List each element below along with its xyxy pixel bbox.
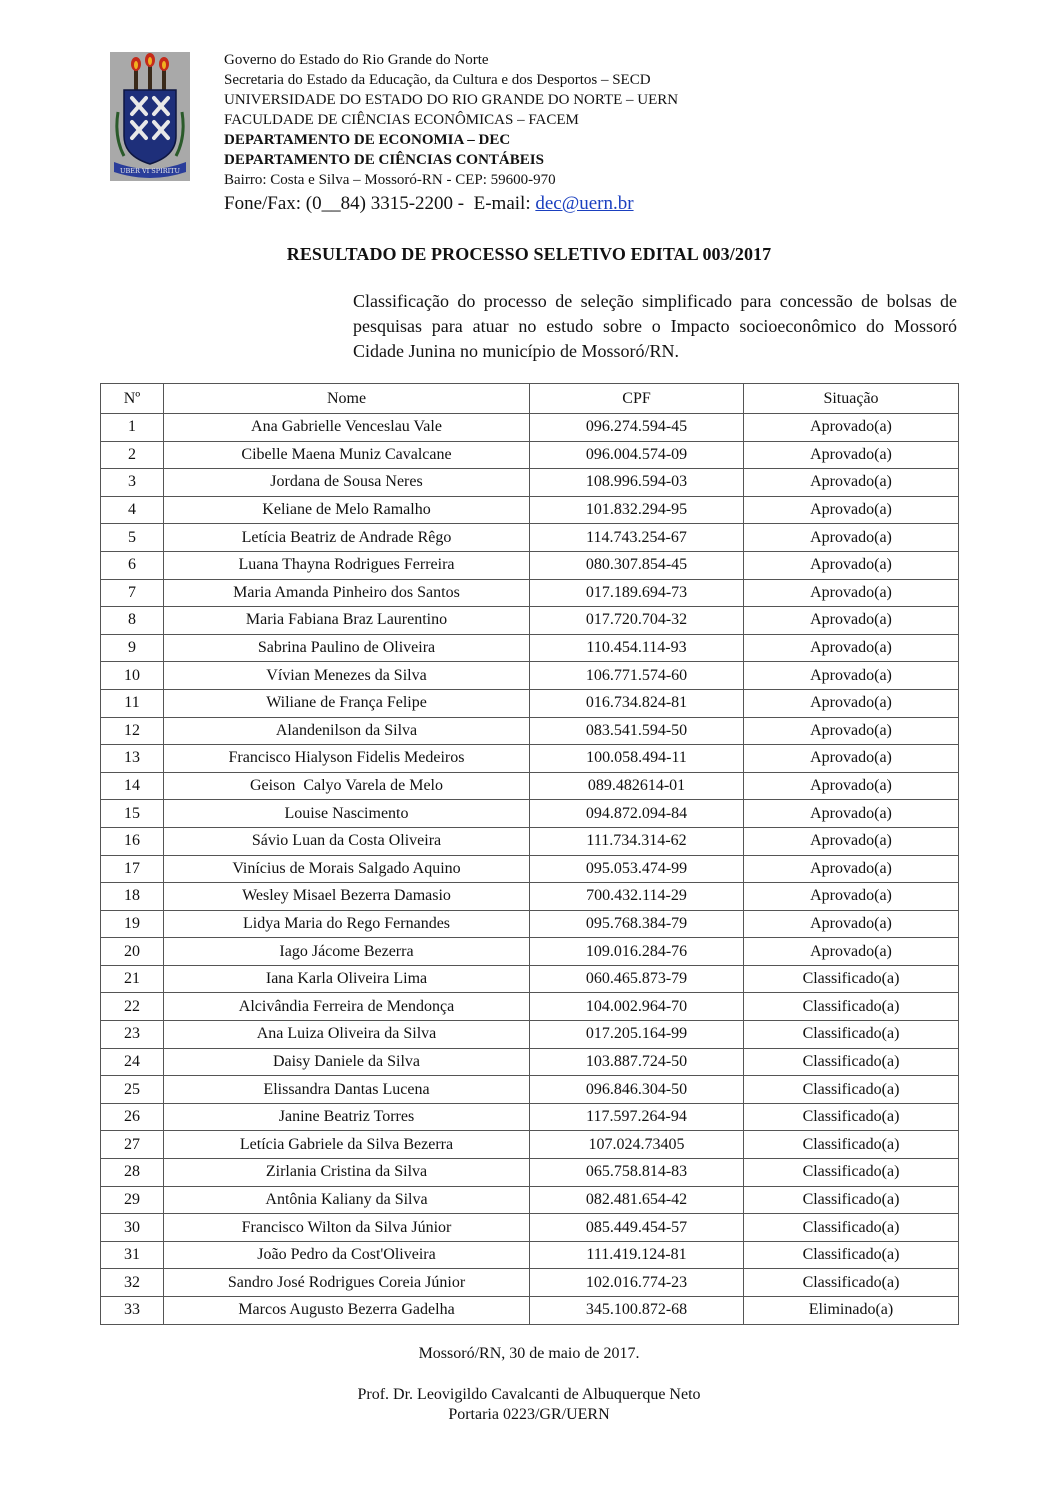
row-status: Aprovado(a) [744, 689, 959, 717]
institution-header [224, 50, 678, 217]
row-number: 5 [101, 524, 164, 552]
row-name: Ana Gabrielle Venceslau Vale [164, 414, 530, 442]
table-body [101, 414, 959, 1325]
row-status: Classificado(a) [744, 1269, 959, 1297]
row-number: 28 [101, 1159, 164, 1187]
header-line-dec: DEPARTAMENTO DE ECONOMIA – DEC [224, 132, 511, 148]
row-status: Aprovado(a) [744, 910, 959, 938]
header-line-gov: Governo do Estado do Rio Grande do Norte [224, 52, 489, 68]
row-cpf: 065.758.814-83 [530, 1159, 744, 1187]
row-status: Aprovado(a) [744, 414, 959, 442]
row-name: Cibelle Maena Muniz Cavalcane [164, 441, 530, 469]
row-cpf: 094.872.094-84 [530, 800, 744, 828]
row-number: 19 [101, 910, 164, 938]
row-cpf: 096.274.594-45 [530, 414, 744, 442]
row-cpf: 100.058.494-11 [530, 745, 744, 773]
row-number: 22 [101, 993, 164, 1021]
row-number: 7 [101, 579, 164, 607]
row-name: Wiliane de França Felipe [164, 689, 530, 717]
table-row [101, 965, 959, 993]
table-row [101, 496, 959, 524]
table-row [101, 1021, 959, 1049]
header-line-contabeis: DEPARTAMENTO DE CIÊNCIAS CONTÁBEIS [224, 152, 544, 168]
header-line-facem: FACULDADE DE CIÊNCIAS ECONÔMICAS – FACEM [224, 112, 579, 128]
results-table [100, 383, 959, 1325]
row-cpf: 104.002.964-70 [530, 993, 744, 1021]
row-number: 31 [101, 1241, 164, 1269]
row-name: Geison Calyo Varela de Melo [164, 772, 530, 800]
table-row [101, 1241, 959, 1269]
row-number: 6 [101, 551, 164, 579]
table-row [101, 827, 959, 855]
row-status: Classificado(a) [744, 965, 959, 993]
row-cpf: 095.768.384-79 [530, 910, 744, 938]
row-name: Luana Thayna Rodrigues Ferreira [164, 551, 530, 579]
row-name: Sávio Luan da Costa Oliveira [164, 827, 530, 855]
table-row [101, 689, 959, 717]
row-cpf: 017.189.694-73 [530, 579, 744, 607]
row-status: Aprovado(a) [744, 938, 959, 966]
row-status: Aprovado(a) [744, 551, 959, 579]
row-name: Jordana de Sousa Neres [164, 469, 530, 497]
row-number: 21 [101, 965, 164, 993]
row-status: Aprovado(a) [744, 662, 959, 690]
row-status: Classificado(a) [744, 1241, 959, 1269]
row-status: Aprovado(a) [744, 607, 959, 635]
row-number: 9 [101, 634, 164, 662]
row-name: Zirlania Cristina da Silva [164, 1159, 530, 1187]
row-name: Wesley Misael Bezerra Damasio [164, 883, 530, 911]
row-number: 25 [101, 1076, 164, 1104]
table-row [101, 469, 959, 497]
row-status: Classificado(a) [744, 993, 959, 1021]
table-row [101, 745, 959, 773]
row-status: Classificado(a) [744, 1103, 959, 1131]
table-row [101, 1159, 959, 1187]
row-status: Eliminado(a) [744, 1297, 959, 1325]
row-cpf: 096.846.304-50 [530, 1076, 744, 1104]
row-status: Classificado(a) [744, 1214, 959, 1242]
row-number: 3 [101, 469, 164, 497]
row-cpf: 060.465.873-79 [530, 965, 744, 993]
table-row [101, 1214, 959, 1242]
signatory-role: Portaria 0223/GR/UERN [448, 1406, 610, 1423]
table-row [101, 1103, 959, 1131]
row-cpf: 106.771.574-60 [530, 662, 744, 690]
row-status: Aprovado(a) [744, 496, 959, 524]
row-status: Aprovado(a) [744, 883, 959, 911]
row-cpf: 085.449.454-57 [530, 1214, 744, 1242]
row-name: Maria Amanda Pinheiro dos Santos [164, 579, 530, 607]
row-name: Letícia Beatriz de Andrade Rêgo [164, 524, 530, 552]
row-name: Ana Luiza Oliveira da Silva [164, 1021, 530, 1049]
table-row [101, 1269, 959, 1297]
row-name: Iana Karla Oliveira Lima [164, 965, 530, 993]
row-name: Letícia Gabriele da Silva Bezerra [164, 1131, 530, 1159]
row-number: 30 [101, 1214, 164, 1242]
header-phone: Fone/Fax: (0__84) 3315-2200 - E-mail: [224, 193, 536, 214]
row-number: 15 [101, 800, 164, 828]
row-number: 23 [101, 1021, 164, 1049]
table-row [101, 551, 959, 579]
row-number: 10 [101, 662, 164, 690]
row-status: Classificado(a) [744, 1076, 959, 1104]
row-number: 17 [101, 855, 164, 883]
row-cpf: 345.100.872-68 [530, 1297, 744, 1325]
row-number: 12 [101, 717, 164, 745]
uern-crest-logo [110, 52, 190, 181]
row-cpf: 089.482614-01 [530, 772, 744, 800]
table-row [101, 800, 959, 828]
row-number: 8 [101, 607, 164, 635]
header-line-secd: Secretaria do Estado da Educação, da Cultura e dos Desportos – SECD [224, 72, 651, 88]
table-row [101, 524, 959, 552]
table-row [101, 772, 959, 800]
header-address: Bairro: Costa e Silva – Mossoró-RN - CEP: 59600-970 [224, 172, 556, 188]
row-number: 1 [101, 414, 164, 442]
email-link[interactable]: dec@uern.br [535, 193, 634, 214]
col-header-number: Nº [101, 384, 164, 414]
row-status: Classificado(a) [744, 1159, 959, 1187]
row-name: Vinícius de Morais Salgado Aquino [164, 855, 530, 883]
row-cpf: 111.734.314-62 [530, 827, 744, 855]
row-name: Keliane de Melo Ramalho [164, 496, 530, 524]
row-number: 4 [101, 496, 164, 524]
row-cpf: 096.004.574-09 [530, 441, 744, 469]
row-cpf: 108.996.594-03 [530, 469, 744, 497]
place-date: Mossoró/RN, 30 de maio de 2017. [418, 1345, 640, 1362]
row-name: Iago Jácome Bezerra [164, 938, 530, 966]
row-cpf: 700.432.114-29 [530, 883, 744, 911]
table-row [101, 662, 959, 690]
signatory-name: Prof. Dr. Leovigildo Cavalcanti de Albuquerque Neto [357, 1386, 701, 1403]
row-name: Alcivândia Ferreira de Mendonça [164, 993, 530, 1021]
table-row [101, 579, 959, 607]
table-row [101, 1297, 959, 1325]
row-number: 33 [101, 1297, 164, 1325]
row-cpf: 016.734.824-81 [530, 689, 744, 717]
table-row [101, 414, 959, 442]
table-row [101, 910, 959, 938]
signature-block [0, 1385, 1058, 1425]
row-number: 11 [101, 689, 164, 717]
row-number: 16 [101, 827, 164, 855]
col-header-name: Nome [164, 384, 530, 414]
row-name: Lidya Maria do Rego Fernandes [164, 910, 530, 938]
row-number: 20 [101, 938, 164, 966]
table-row [101, 634, 959, 662]
row-status: Aprovado(a) [744, 772, 959, 800]
row-cpf: 110.454.114-93 [530, 634, 744, 662]
row-name: Daisy Daniele da Silva [164, 1048, 530, 1076]
row-name: Francisco Hialyson Fidelis Medeiros [164, 745, 530, 773]
row-status: Aprovado(a) [744, 469, 959, 497]
row-number: 24 [101, 1048, 164, 1076]
row-status: Classificado(a) [744, 1021, 959, 1049]
row-status: Aprovado(a) [744, 524, 959, 552]
col-header-cpf: CPF [530, 384, 744, 414]
row-name: Antônia Kaliany da Silva [164, 1186, 530, 1214]
table-row [101, 441, 959, 469]
table-row [101, 1131, 959, 1159]
crest-motto: UBER VI SPIRITU [120, 167, 180, 175]
row-name: Louise Nascimento [164, 800, 530, 828]
row-name: Sandro José Rodrigues Coreia Júnior [164, 1269, 530, 1297]
row-number: 2 [101, 441, 164, 469]
row-cpf: 017.205.164-99 [530, 1021, 744, 1049]
col-header-status: Situação [744, 384, 959, 414]
row-status: Aprovado(a) [744, 579, 959, 607]
row-status: Classificado(a) [744, 1186, 959, 1214]
table-row [101, 607, 959, 635]
row-number: 32 [101, 1269, 164, 1297]
row-number: 18 [101, 883, 164, 911]
row-number: 26 [101, 1103, 164, 1131]
row-name: Janine Beatriz Torres [164, 1103, 530, 1131]
table-row [101, 883, 959, 911]
row-name: Sabrina Paulino de Oliveira [164, 634, 530, 662]
table-row [101, 1076, 959, 1104]
row-number: 29 [101, 1186, 164, 1214]
row-name: Vívian Menezes da Silva [164, 662, 530, 690]
row-name: Maria Fabiana Braz Laurentino [164, 607, 530, 635]
row-status: Aprovado(a) [744, 717, 959, 745]
table-row [101, 1048, 959, 1076]
header-contact [224, 191, 678, 217]
table-row [101, 938, 959, 966]
row-cpf: 114.743.254-67 [530, 524, 744, 552]
torch-icons [131, 53, 169, 90]
row-number: 13 [101, 745, 164, 773]
row-cpf: 080.307.854-45 [530, 551, 744, 579]
row-name: Francisco Wilton da Silva Júnior [164, 1214, 530, 1242]
row-number: 14 [101, 772, 164, 800]
row-name: Elissandra Dantas Lucena [164, 1076, 530, 1104]
row-cpf: 102.016.774-23 [530, 1269, 744, 1297]
row-status: Classificado(a) [744, 1048, 959, 1076]
row-cpf: 107.024.73405 [530, 1131, 744, 1159]
row-cpf: 117.597.264-94 [530, 1103, 744, 1131]
row-cpf: 103.887.724-50 [530, 1048, 744, 1076]
table-row [101, 855, 959, 883]
row-status: Aprovado(a) [744, 827, 959, 855]
table-row [101, 993, 959, 1021]
row-status: Aprovado(a) [744, 855, 959, 883]
row-status: Aprovado(a) [744, 441, 959, 469]
row-status: Aprovado(a) [744, 800, 959, 828]
row-name: Alandenilson da Silva [164, 717, 530, 745]
row-cpf: 082.481.654-42 [530, 1186, 744, 1214]
table-row [101, 1186, 959, 1214]
document-description: Classificação do processo de seleção simplificado para concessão de bolsas de pesquisas para atuar no estudo sobre o Impacto socioeconômico do Mossoró Cidade Junina no município de Mossoró/RN. [353, 291, 957, 361]
row-cpf: 095.053.474-99 [530, 855, 744, 883]
row-cpf: 083.541.594-50 [530, 717, 744, 745]
table-row [101, 717, 959, 745]
table-header-row [101, 384, 959, 414]
document-title: RESULTADO DE PROCESSO SELETIVO EDITAL 003/2017 [286, 244, 772, 264]
header-line-uern: UNIVERSIDADE DO ESTADO DO RIO GRANDE DO NORTE – UERN [224, 92, 679, 108]
row-cpf: 111.419.124-81 [530, 1241, 744, 1269]
row-number: 27 [101, 1131, 164, 1159]
row-cpf: 017.720.704-32 [530, 607, 744, 635]
row-cpf: 101.832.294-95 [530, 496, 744, 524]
row-name: João Pedro da Cost'Oliveira [164, 1241, 530, 1269]
row-cpf: 109.016.284-76 [530, 938, 744, 966]
row-status: Aprovado(a) [744, 634, 959, 662]
row-status: Aprovado(a) [744, 745, 959, 773]
row-name: Marcos Augusto Bezerra Gadelha [164, 1297, 530, 1325]
row-status: Classificado(a) [744, 1131, 959, 1159]
